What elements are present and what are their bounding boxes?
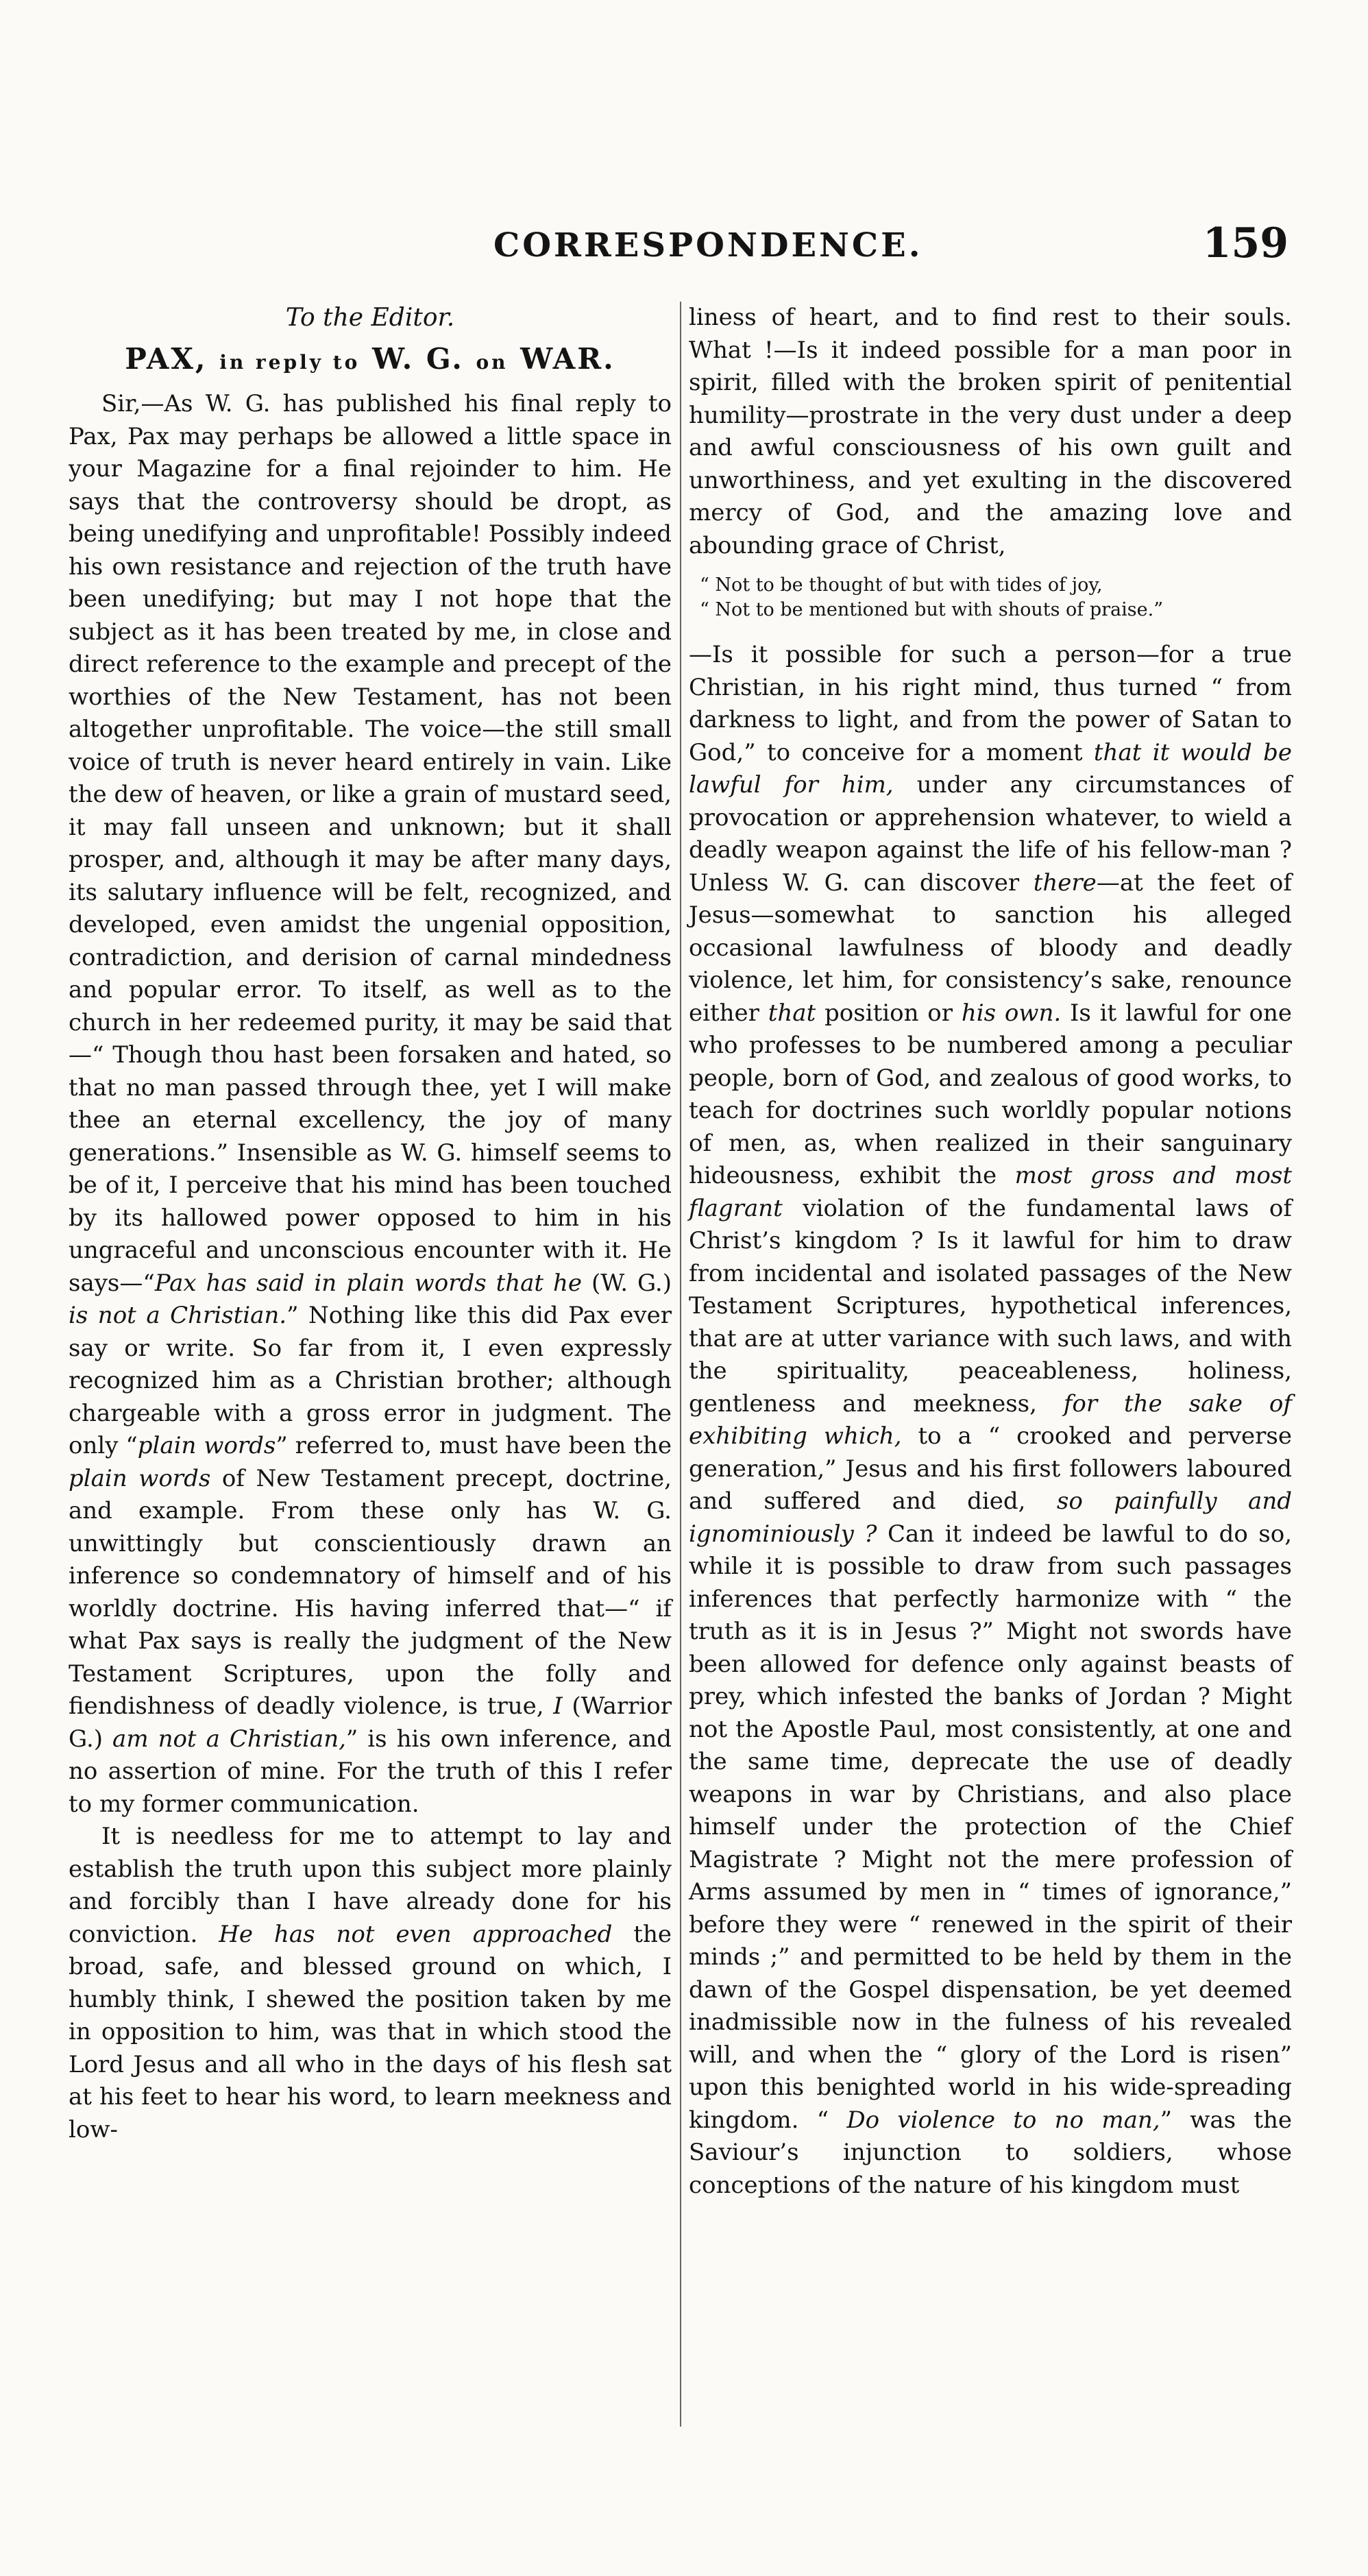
text-run: Sir,—As W. G. has published his final reply to Pax, Pax may perhaps be allowed a little space in your Magazine for a final rejoinder to him. He says that the controversy should be dropt, as being unedifying and unprofitable! Possibly indeed his own resistance and rejection of the truth have been unedifying; but may I not hope that the subject as it has been treated by me, in close and direct reference to the example and precept of the worthies of the New Testament, has not been altogether unprofitable. The voice—the still small voice of truth is never heard entirely in vain. Like the dew of heaven, or like a grain of mustard seed, it may fall unseen and unknown; but it shall prosper, and, although it may be after many days, its salutary influence will be felt, recognized, and developed, even amidst the ungenial opposition, contradiction, and derision of carnal mindedness and popular error. To itself, as well as to the church in her redeemed purity, it may be said that—“ Though thou hast been forsaken and hated, so that no man passed through thee, yet I will make thee an eternal excellency, the joy of many generations.” Insensible as W. G. himself seems to be of it, I perceive that his mind has been touched by its hallowed power opposed to him in his ungraceful and unconscious encounter with it. He says—“ xyxy=(69,390,672,1297)
text-run: Is it lawful for one who professes to be numbered among a peculiar people, born of God, and zealous of good works, to teach for doctrines such worldly popular notions of men, as, when realized in their sanguinary hideousness, exhibit the xyxy=(689,999,1292,1189)
text-run: ” referred to, must have been the xyxy=(276,1432,672,1459)
text-run: violation of the fundamental laws of Christ’s kingdom ? Is it lawful for him to draw from incidental and isolated passages of the New Testament Scriptures, hypothetical inferences, that are at utter variance with such laws, and with the spirituality, peaceableness, holiness, gentleness and meekness, xyxy=(689,1194,1292,1418)
italic-run: so painfully and ignominiously ? xyxy=(689,1487,1292,1548)
paragraph-1 xyxy=(69,388,672,1821)
text-run: It is needless for me to attempt to lay and establish the truth upon this subject more plainly and forcibly than I have already done for his conviction. xyxy=(69,1823,672,1948)
text-run: ” Nothing like this did Pax ever say or write. So far from it, I even expressly recognized him as a Christian brother; although chargeable with a gross error in judgment. The only “ xyxy=(69,1302,672,1459)
italic-run: there xyxy=(1033,868,1097,897)
italic-run: that it would be lawful for him, xyxy=(689,738,1293,799)
left-column xyxy=(69,302,672,2146)
italic-run: am not a Christian, xyxy=(112,1725,346,1753)
italic-run: his own. xyxy=(961,999,1062,1027)
italic-run: He has not even approached xyxy=(219,1920,613,1948)
verse-line-2: “ Not to be mentioned but with shouts of praise.” xyxy=(700,599,1164,620)
italic-run: that xyxy=(768,999,816,1027)
italic-run: is not a Christian. xyxy=(69,1302,287,1329)
text-run: —Is it possible for such a person—for a true Christian, in his right mind, thus turned “ from darkness to light, and from the power of Satan to God,” to conceive for a moment xyxy=(689,641,1292,766)
italic-run: Pax has said in plain words that he xyxy=(154,1269,583,1297)
right-column xyxy=(689,302,1292,2202)
text-run: (Warrior G.) xyxy=(69,1692,672,1753)
heading-in-reply-to: in reply to xyxy=(219,350,361,374)
quoted-verse xyxy=(700,573,1292,622)
paragraph-continued: liness of heart, and to find rest to their souls. What !—Is it indeed possible for a man poor in spirit, filled with the broken spirit of penitential humility—prostrate in the very dust under a deep and awful consciousness of his own guilt and unworthiness, and yet exulting in the discovered mercy of God, and the amazing love and abounding grace of Christ, xyxy=(689,304,1292,559)
addressee: To the Editor. xyxy=(285,304,455,332)
italic-run: I xyxy=(553,1692,563,1720)
page-number: 159 xyxy=(1202,219,1288,267)
text-run: ” was the Saviour’s injunction to soldiers, whose conceptions of the nature of his kingdom must xyxy=(689,2106,1293,2199)
verse-line-1: “ Not to be thought of but with tides of joy, xyxy=(700,574,1103,596)
running-title: CORRESPONDENCE. xyxy=(493,226,923,265)
text-run: under any circumstances of provocation or apprehension whatever, to wield a deadly weapon against the life of his fellow-man ? Unless W. G. can discover xyxy=(689,771,1292,897)
text-run: ” is his own inference, and no assertion of mine. For the truth of this I refer to my former communication. xyxy=(69,1725,672,1818)
paragraph-3 xyxy=(689,639,1292,2202)
heading-pax: PAX, xyxy=(125,341,208,376)
text-run: position or xyxy=(816,999,962,1027)
text-run: Can it indeed be lawful to do so, while it is possible to draw from such passages inferences that perfectly harmonize with “ the truth as it is in Jesus ?” Might not swords have been allowed for defence only against beasts of prey, which infested the banks of Jordan ? Might not the Apostle Paul, most consistently, at one and the same time, deprecate the use of deadly weapons in war by Christians, and also place himself under the protection of the Chief Magistrate ? Might not the mere profession of Arms assumed by men in “ times of ignorance,” before they were “ renewed in the spirit of their minds ;” and permitted to be held by them in the dawn of the Gospel dispensation, be yet deemed inadmissible now in the fulness of his revealed will, and when the “ glory of the Lord is risen” upon this benighted world in his wide-spreading kingdom. “ xyxy=(689,1520,1292,2134)
text-run: —at the feet of Jesus—somewhat to sanction his alleged occasional lawfulness of bloody and deadly violence, let him, for consistency’s sake, renounce either xyxy=(689,868,1292,1027)
italic-run: for the sake of exhibiting which, xyxy=(689,1389,1292,1450)
article-heading xyxy=(69,343,672,379)
page-header xyxy=(466,206,1302,274)
text-run: to a “ crooked and perverse generation,” Jesus and his first followers laboured and suffered and died, xyxy=(689,1422,1293,1515)
text-run: of New Testament precept, doctrine, and example. From these only has W. G. unwittingly but conscientiously drawn an inference so condemnatory of himself and of his worldly doctrine. His having inferred that—“ if what Pax says is really the judgment of the New Testament Scriptures, upon the folly and fiendishness of deadly violence, is true, xyxy=(69,1464,672,1720)
text-run: the broad, safe, and blessed ground on which, I humbly think, I shewed the position taken by me in opposition to him, was that in which stood the Lord Jesus and all who in the days of his flesh sat at his feet to hear his word, to learn meekness and low- xyxy=(69,1920,672,2143)
italic-run: plain words xyxy=(69,1464,211,1492)
column-divider xyxy=(680,302,681,2427)
italic-run: Do violence to no man, xyxy=(846,2106,1160,2134)
paragraph-2 xyxy=(69,1821,672,2146)
italic-run: most gross and most flagrant xyxy=(689,1162,1292,1222)
heading-on: on xyxy=(476,350,509,374)
heading-wg: W. G. xyxy=(371,341,464,376)
heading-war: WAR. xyxy=(520,341,615,376)
italic-run: plain words xyxy=(137,1432,276,1459)
text-run: (W. G.) xyxy=(582,1269,672,1297)
